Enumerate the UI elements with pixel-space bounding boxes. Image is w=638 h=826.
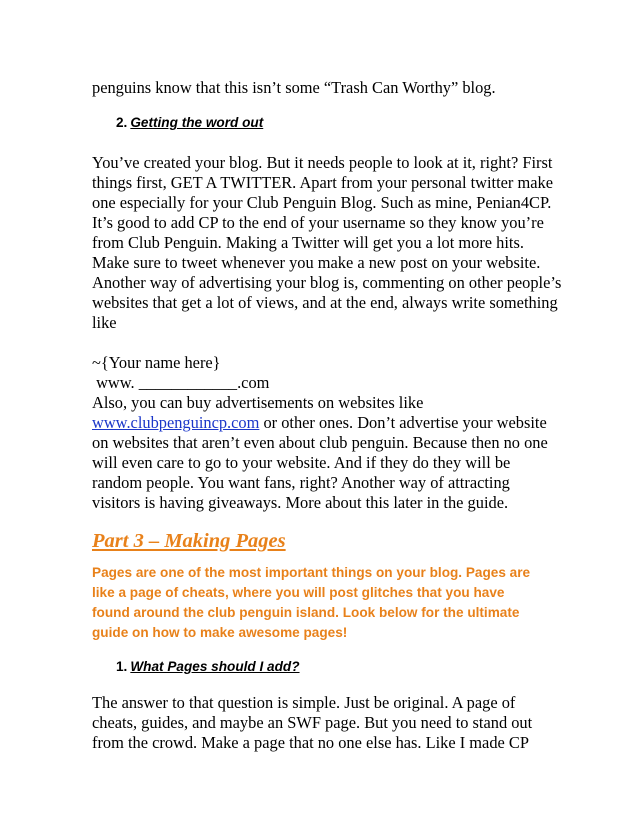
text-line: from the crowd. Make a page that no one else has. Like I made CP [92, 733, 529, 752]
subheading-what-pages [116, 657, 582, 677]
subheading-title: Getting the word out [130, 115, 264, 130]
text-line: one especially for your Club Penguin Blog. Such as mine, Penian4CP. [92, 193, 552, 212]
text-line: things first, GET A TWITTER. Apart from your personal twitter make [92, 173, 553, 192]
text-line: from Club Penguin. Making a Twitter will get you a lot more hits. [92, 233, 524, 252]
ads-paragraph [92, 353, 582, 513]
text-line: Another way of advertising your blog is, commenting on other people’s [92, 273, 562, 292]
subheading-number: 2. [116, 115, 128, 130]
text-line: Pages are one of the most important things on your blog. Pages are [92, 565, 531, 580]
text-segment: or other ones. Don’t advertise your website [259, 413, 547, 432]
part3-heading: Part 3 – Making Pages [92, 530, 286, 552]
intro-line: penguins know that this isn’t some “Trash Can Worthy” blog. [92, 78, 496, 97]
text-line [92, 413, 582, 433]
text-line: The answer to that question is simple. Just be original. A page of [92, 693, 516, 712]
text-line: You’ve created your blog. But it needs people to look at it, right? First [92, 153, 553, 172]
text-line: found around the club penguin island. Look below for the ultimate [92, 605, 520, 620]
text-line: guide on how to make awesome pages! [92, 625, 348, 640]
signature-url-line: www. ____________.com [92, 373, 270, 392]
subheading-getting-word-out [116, 113, 582, 133]
text-line: like a page of cheats, where you will post glitches that you have [92, 585, 505, 600]
text-line: It’s good to add CP to the end of your username so they know you’re [92, 213, 544, 232]
pages-intro-paragraph [92, 563, 582, 643]
text-line: like [92, 313, 117, 332]
subheading-number: 1. [116, 659, 128, 674]
text-line: on websites that aren’t even about club penguin. Because then no one [92, 433, 548, 452]
twitter-paragraph [92, 153, 582, 333]
text-line: will even care to go to your website. And if they do they will be [92, 453, 511, 472]
text-line: random people. You want fans, right? Another way of attracting [92, 473, 510, 492]
text-line: websites that get a lot of views, and at the end, always write something [92, 293, 558, 312]
text-line: visitors is having giveaways. More about this later in the guide. [92, 493, 509, 512]
document-page [92, 78, 582, 753]
answer-paragraph [92, 693, 582, 753]
text-line: Make sure to tweet whenever you make a new post on your website. [92, 253, 541, 272]
signature-name-line: ~{Your name here} [92, 353, 221, 372]
text-line: cheats, guides, and maybe an SWF page. But you need to stand out [92, 713, 533, 732]
clubpenguincp-link[interactable]: www.clubpenguincp.com [92, 413, 260, 432]
text-line: Also, you can buy advertisements on websites like [92, 393, 424, 412]
subheading-title: What Pages should I add? [130, 659, 300, 674]
